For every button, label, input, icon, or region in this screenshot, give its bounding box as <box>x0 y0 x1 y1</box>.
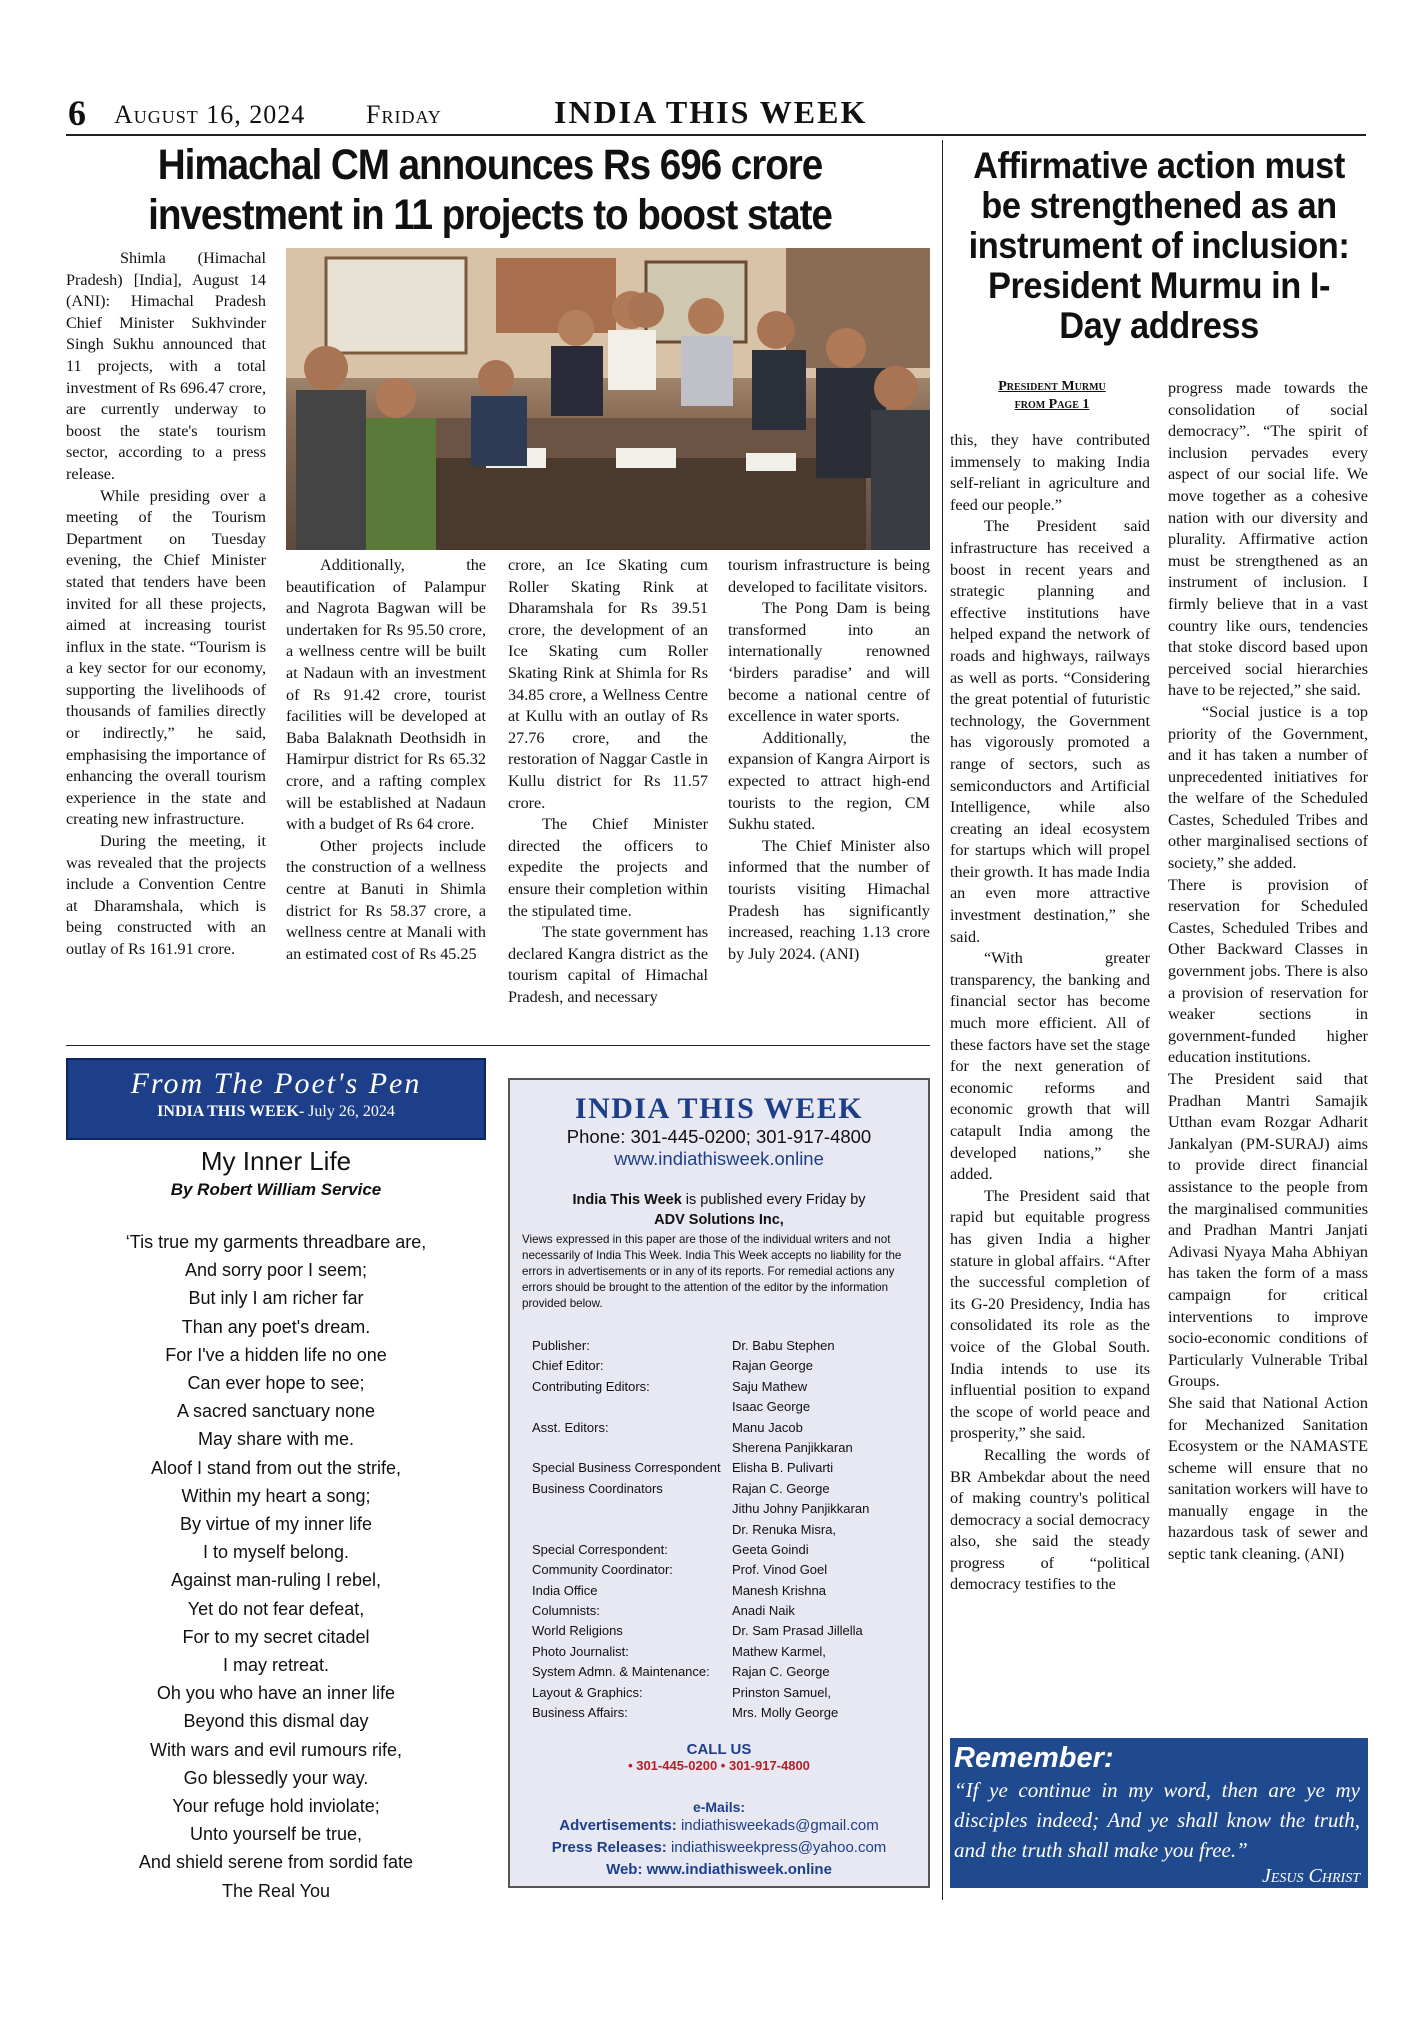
staff-row <box>532 1438 912 1458</box>
main-article-col3 <box>508 555 708 1008</box>
staff-row <box>532 1377 912 1397</box>
paragraph: “Social justice is a top priority of the Government, and it has taken a number of unprecedented initiatives for the welfare of the Scheduled Castes, Scheduled Tribes and other marginalised sections of society,” she added. <box>1168 702 1368 873</box>
staff-name: Mathew Karmel, <box>732 1643 826 1659</box>
call-us-numbers: • 301-445-0200 • 301-917-4800 <box>628 1758 810 1774</box>
staff-role: Asst. Editors: <box>532 1419 609 1435</box>
staff-role: Business Coordinators <box>532 1480 663 1496</box>
poet-banner-brand: INDIA THIS WEEK- <box>157 1103 305 1120</box>
paragraph: Shimla (Himachal Pradesh) [India], August 14 (ANI): Himachal Pradesh Chief Minister Sukhvinder Singh Sukhu announced that 11 projects, with a total investment of Rs 696.47 crore, are currently underway to boost the state's tourism sector, according to a press release. <box>66 249 266 483</box>
poem-line: Aloof I stand from out the strife, <box>150 1457 402 1478</box>
poem-title: My Inner Life <box>200 1146 352 1176</box>
main-article-col1 <box>66 248 266 961</box>
poet-banner-sub <box>68 1102 484 1122</box>
staff-row <box>532 1397 912 1417</box>
ads-email <box>510 1815 928 1837</box>
poem-line: For I've a hidden life no one <box>165 1344 387 1365</box>
staff-role: Photo Journalist: <box>532 1643 629 1659</box>
staff-role: World Religions <box>532 1623 623 1639</box>
remember-heading: Remember: <box>954 1742 1114 1774</box>
paragraph: During the meeting, it was revealed that the projects include a Convention Centre at Dharamshala, which is being constructed with an outlay of Rs 161.91 crore. <box>66 832 266 958</box>
paragraph: Recalling the words of BR Ambekdar about the need of making country's political democracy a social democracy also, she said the steady progress of “political democracy testifies to the <box>950 1445 1150 1594</box>
poem-line: I to myself belong. <box>202 1542 350 1563</box>
remember-box <box>950 1738 1368 1888</box>
staff-role: Special Correspondent: <box>532 1541 668 1557</box>
poet-banner <box>66 1058 486 1140</box>
masthead: INDIA THIS WEEK <box>554 94 868 130</box>
paragraph: The President said that Pradhan Mantri Samajik Utthan evam Rozgar Adharit Jankalyan (PM-SURAJ) aims to provide direct financial assistance to the people from the marginalised communities and Pradhan Mantri Janjati Adivasi Nyaya Maha Abhiyan has taken the form of a mass campaign for critical interventions to improve socio-economic conditions of Particularly Vulnerable Tribal Groups. <box>1168 1070 1368 1391</box>
staff-name: Mrs. Molly George <box>732 1705 839 1721</box>
poem-line: Yet do not fear defeat, <box>187 1598 365 1619</box>
paragraph: progress made towards the consolidation of social democracy”. “The spirit of inclusion pervades every aspect of our social life. We move together as a cohesive nation with our diversity and plurality. Affirmative action must be strengthened as an instrument of inclusion. I firmly believe that in a vast country like ours, tendencies that stoke discord based upon perceived social hierarchies have to be rejected,” she said. <box>1168 379 1368 700</box>
poem-line: Within my heart a song; <box>181 1485 371 1506</box>
staff-name: Rajan C. George <box>732 1480 830 1496</box>
remember-attribution: Jesus Christ <box>1262 1865 1360 1887</box>
staff-role: System Admn. & Maintenance: <box>532 1664 710 1680</box>
paragraph: She said that National Action for Mechanized Sanitation Ecosystem or the NAMASTE scheme will ensure that no sanitation workers will have to manually engage in the hazardous task of sewer and septic tank cleaning. (ANI) <box>1168 1393 1368 1564</box>
kicker-line: President Murmu <box>998 379 1106 394</box>
staff-row <box>532 1581 912 1601</box>
press-email <box>510 1837 928 1859</box>
poem-line: With wars and evil rumours rife, <box>149 1739 403 1760</box>
poem-line: The Real You <box>221 1880 331 1901</box>
poem-line: For to my secret citadel <box>182 1626 370 1647</box>
paragraph: The state government has declared Kangra district as the tourism capital of Himachal Pradesh, and necessary <box>508 923 708 1006</box>
staff-row <box>532 1336 912 1356</box>
staff-name: Manesh Krishna <box>732 1582 826 1598</box>
staff-name: Dr. Renuka Misra, <box>732 1521 837 1537</box>
side-article-colA <box>950 430 1150 1596</box>
side-headline: Affirmative action must be strengthened as an instrument of inclusion: President Murmu in I-Day address <box>968 145 1350 346</box>
infobox-publisher-org: ADV Solutions Inc, <box>654 1212 784 1228</box>
staff-row <box>532 1683 912 1703</box>
remember-quote: “If ye continue in my word, then are ye my disciples indeed; And ye shall know the truth, and the truth shall make you free.” <box>954 1778 1360 1862</box>
staff-name: Manu Jacob <box>732 1419 803 1435</box>
staff-name: Elisha B. Pulivarti <box>732 1460 834 1476</box>
kicker-line: from Page 1 <box>1014 397 1090 412</box>
staff-role: Columnists: <box>532 1603 600 1619</box>
staff-row <box>532 1662 912 1682</box>
staff-name: Jithu Johny Panjikkaran <box>732 1501 870 1517</box>
side-article-colB <box>1168 378 1368 1566</box>
main-article-col2 <box>286 555 486 965</box>
main-headline-line2: investment in 11 projects to boost state <box>148 191 832 239</box>
staff-name: Rajan George <box>732 1358 813 1374</box>
poet-banner-date: July 26, 2024 <box>304 1103 395 1120</box>
paragraph: “With greater transparency, the banking and financial sector has become much more efficient. All of these factors have set the stage for the next generation of economic reforms and economic growth that will catapult India among the developed nations,” she added. <box>950 949 1150 1184</box>
staff-row <box>532 1560 912 1580</box>
staff-role: Business Affairs: <box>532 1705 628 1721</box>
pub-brand: India This Week <box>572 1192 682 1208</box>
page-number: 6 <box>68 93 86 133</box>
paragraph: The President said infrastructure has received a boost in recent years and strategic planning and effective institutions have helped expand the network of roads and highways, railways as well as ports. “Considering the great potential of futuristic technology, the Government has vigorously promoted a range of sectors, such as semiconductors and Artificial Intelligence, while also creating an ideal ecosystem for startups which will propel their growth. It has made India an even more attractive investment destination,” she said. <box>950 517 1150 946</box>
poem-line: Against man-ruling I rebel, <box>170 1570 382 1591</box>
poem-line: Go blessedly your way. <box>183 1767 369 1788</box>
press-address: indiathisweekpress@yahoo.com <box>666 1839 887 1857</box>
staff-name: Geeta Goindi <box>732 1541 809 1557</box>
staff-row <box>532 1540 912 1560</box>
infobox-published <box>510 1190 928 1210</box>
staff-row <box>532 1479 912 1499</box>
staff-row <box>532 1418 912 1438</box>
staff-row <box>532 1499 912 1519</box>
poem-line: I may retreat. <box>222 1655 330 1676</box>
poem-line: And shield serene from sordid fate <box>138 1852 414 1873</box>
meeting-photo-icon <box>286 248 930 550</box>
staff-row <box>532 1621 912 1641</box>
pub-text: is published every Friday by <box>681 1192 866 1208</box>
paragraph: While presiding over a meeting of the Tourism Department on Tuesday evening, the Chief Minister stated that tenders have been invited for all these projects, aimed at increasing tourist influx in the state. “Tourism is a key sector for our economy, supporting the livelihoods of thousands of families directly or indirectly,” he said, emphasising the importance of enhancing the overall tourism experience in the state and creating new infrastructure. <box>66 486 266 829</box>
staff-role: India Office <box>532 1582 598 1598</box>
emails-title: e-Mails: <box>692 1799 746 1816</box>
poem-line: Your refuge hold inviolate; <box>172 1796 380 1817</box>
press-label: Press Releases: <box>551 1839 667 1857</box>
poem-line: But inly I am richer far <box>188 1288 364 1309</box>
ads-label: Advertisements: <box>559 1817 677 1835</box>
poem-line: Oh you who have an inner life <box>156 1683 396 1704</box>
poem-line: Than any poet's dream. <box>181 1316 371 1337</box>
masthead-infobox <box>508 1078 930 1888</box>
infobox-disclaimer: Views expressed in this paper are those of the individual writers and not necessarily of India This Week. India This Week accepts no liability for the errors in advertisements or in any of its reports. For remedial actions any errors should be brought to the attention of the editor by the information provided below. <box>522 1233 902 1310</box>
poem-author: By Robert William Service <box>170 1180 382 1199</box>
paragraph: Additionally, the beautification of Palampur and Nagrota Bagwan will be undertaken for Rs 95.50 crore, a wellness centre will be built at Nadaun with an investment of Rs 91.42 crore, tourist facilities will be developed at Baba Balaknath Deothsidh in Hamirpur district for Rs 65.32 crore, and a rafting complex will be established at Nadaun with a budget of Rs 64 crore. <box>286 556 486 834</box>
issue-date: August 16, 2024 <box>114 100 306 129</box>
staff-name: Rajan C. George <box>732 1664 830 1680</box>
poem-line: ‘Tis true my garments threadbare are, <box>125 1232 427 1252</box>
paragraph: The President said that rapid but equitable progress has given India a higher stature in global affairs. “After the successful completion of its G-20 Presidency, India has consolidated its role as the voice of the Global South. India intends to use its influential position to expand the scope of world peace and prosperity,” she said. <box>950 1186 1150 1443</box>
call-us-title: CALL US <box>686 1741 752 1759</box>
staff-role: Contributing Editors: <box>532 1378 650 1394</box>
column-rule <box>942 140 943 1900</box>
staff-name: Dr. Babu Stephen <box>732 1338 835 1353</box>
paragraph: The Pong Dam is being transformed into an internationally renowned ‘birders paradise’ and will become a national centre of excellence in water sports. <box>728 599 930 726</box>
web-address: Web: www.indiathisweek.online <box>606 1861 832 1879</box>
staff-row <box>532 1642 912 1662</box>
staff-role: Special Business Correspondent <box>532 1460 721 1476</box>
poem-line: May share with me. <box>197 1429 355 1450</box>
section-rule <box>66 1045 930 1046</box>
staff-role: Chief Editor: <box>532 1358 604 1374</box>
main-article-col4 <box>728 555 930 965</box>
poem-line: Can ever hope to see; <box>187 1373 365 1394</box>
staff-name: Saju Mathew <box>732 1378 808 1394</box>
staff-role: Layout & Graphics: <box>532 1684 643 1700</box>
infobox-brand: INDIA THIS WEEK <box>574 1092 864 1125</box>
side-kicker <box>952 378 1152 414</box>
issue-day: Friday <box>366 100 442 129</box>
staff-name: Sherena Panjikkaran <box>732 1439 853 1455</box>
poem-line: By virtue of my inner life <box>179 1514 373 1535</box>
paragraph: The Chief Minister also informed that the number of tourists visiting Himachal Pradesh has significantly increased, reaching 1.13 crore by July 2024. (ANI) <box>728 836 930 963</box>
paragraph: crore, an Ice Skating cum Roller Skating Rink at Dharamshala for Rs 39.51 crore, the development of an Ice Skating cum Roller Skating Rink at Shimla for Rs 34.85 crore, a Wellness Centre at Kullu with an outlay of Rs 27.76 crore, and the restoration of Naggar Castle in Kullu district for Rs 11.57 crore. <box>508 556 708 812</box>
staff-row <box>532 1601 912 1621</box>
ads-address: indiathisweekads@gmail.com <box>676 1817 879 1835</box>
poem-body <box>66 1228 486 1905</box>
staff-name: Dr. Sam Prasad Jillella <box>732 1623 863 1639</box>
staff-role: Community Coordinator: <box>532 1562 673 1578</box>
staff-name: Prof. Vinod Goel <box>732 1562 828 1578</box>
poem-line: A sacred sanctuary none <box>176 1401 376 1422</box>
staff-name: Prinston Samuel, <box>732 1684 831 1700</box>
staff-name: Anadi Naik <box>732 1603 795 1619</box>
staff-row <box>532 1458 912 1478</box>
infobox-phone: Phone: 301-445-0200; 301-917-4800 <box>566 1126 872 1147</box>
paragraph: this, they have contributed immensely to making India self-reliant in agriculture and feed our people.” <box>950 431 1150 514</box>
staff-role: Publisher: <box>532 1338 590 1353</box>
infobox-url: www.indiathisweek.online <box>614 1148 824 1169</box>
paragraph: There is provision of reservation for Scheduled Castes, Scheduled Tribes and Other Backward Classes in government jobs. There is also a provision of reservation for weaker sections in government-funded higher education institutions. <box>1168 875 1368 1067</box>
poem-line: Unto yourself be true, <box>189 1824 363 1845</box>
header-rule <box>66 134 1366 136</box>
main-headline-line1: Himachal CM announces Rs 696 crore <box>157 141 823 189</box>
poem-line: And sorry poor I seem; <box>184 1260 368 1281</box>
staff-list <box>532 1336 912 1723</box>
paragraph: The Chief Minister directed the officers to expedite the projects and ensure their completion within the stipulated time. <box>508 815 708 920</box>
poem-line: Beyond this dismal day <box>183 1711 369 1732</box>
staff-row <box>532 1703 912 1723</box>
staff-row <box>532 1356 912 1376</box>
paragraph: Other projects include the construction of a wellness centre at Banuti in Shimla district for Rs 58.37 crore, a wellness centre at Manali with an estimated cost of Rs 45.25 <box>286 836 486 963</box>
paragraph: Additionally, the expansion of Kangra Airport is expected to attract high-end tourists to the region, CM Sukhu stated. <box>728 728 930 834</box>
side-headline-wrap <box>950 146 1368 346</box>
paragraph: tourism infrastructure is being developed to facilitate visitors. <box>728 556 930 596</box>
staff-row <box>532 1520 912 1540</box>
staff-name: Isaac George <box>732 1399 811 1415</box>
poet-banner-title: From The Poet's Pen <box>130 1067 422 1100</box>
